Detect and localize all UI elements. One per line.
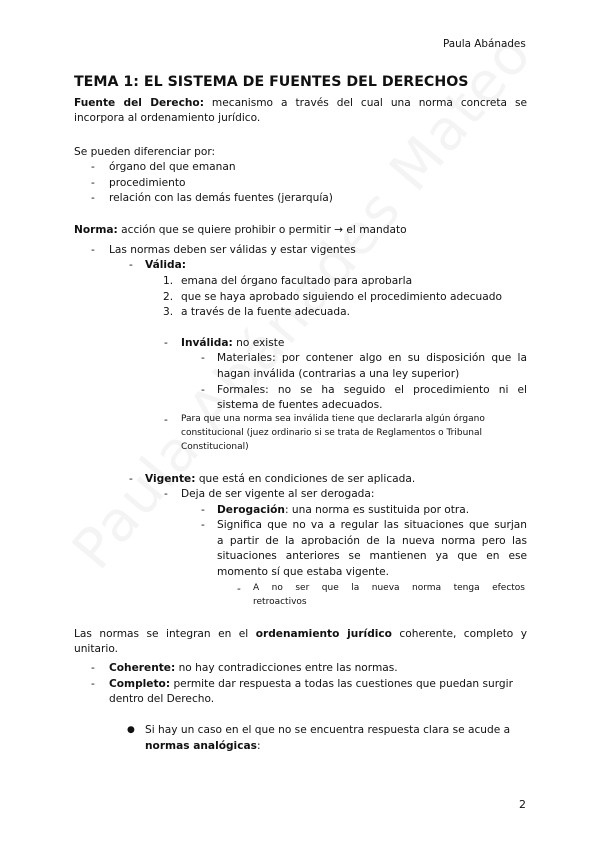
completo-term: Completo:	[109, 678, 171, 690]
list-dash: -	[201, 352, 205, 364]
header-author: Paula Abánades	[443, 38, 526, 50]
invalida-note-3: Constitucional)	[181, 442, 249, 452]
valida-num-1: 1.	[163, 275, 174, 287]
significa-line-1: Significa que no va a regular las situaciones que surjan	[217, 519, 527, 531]
list-dash: -	[91, 192, 95, 204]
list-dash: -	[91, 244, 95, 256]
list-dash: -	[129, 259, 133, 271]
completo-line	[109, 677, 513, 692]
list-dash: -	[237, 583, 241, 595]
vigente-line	[145, 472, 415, 487]
page-title: TEMA 1: EL SISTEMA DE FUENTES DEL DERECHOS	[74, 74, 469, 90]
valida-term-text: Válida:	[145, 259, 186, 271]
ordenamiento-term: ordenamiento jurídico	[255, 628, 392, 640]
ordenamiento-post: coherente, completo y	[391, 628, 527, 640]
invalida-line	[181, 336, 284, 351]
valida-item-3: a través de la fuente adecuada.	[181, 306, 351, 318]
ordenamiento-line-2: unitario.	[74, 643, 118, 655]
invalida-term: Inválida:	[181, 337, 233, 349]
analogicas-line-2	[145, 739, 261, 754]
invalida-def: no existe	[232, 337, 285, 349]
diferenciar-intro: Se pueden diferenciar por:	[74, 146, 216, 158]
coherente-line	[109, 661, 398, 676]
analogicas-end: :	[256, 740, 261, 752]
significa-line-4: momento sí que estaba vigente.	[217, 566, 389, 578]
norma-def: acción que se quiere prohibir o permitir → el mandato	[117, 224, 407, 236]
completo-line-2: dentro del Derecho.	[109, 693, 215, 705]
invalida-note-1: Para que una norma sea inválida tiene que declararla algún órgano	[181, 414, 485, 424]
fuente-def: mecanismo a través del cual una norma concreta se	[203, 97, 527, 109]
page-number: 2	[519, 798, 526, 811]
list-item: relación con las demás fuentes (jerarquía)	[109, 192, 333, 204]
fuente-term: Fuente del Derecho:	[74, 97, 204, 109]
list-dash: -	[164, 488, 168, 500]
ordenamiento-line-1	[74, 627, 527, 642]
list-dash: -	[91, 662, 95, 674]
list-dash: -	[91, 177, 95, 189]
significa-line-2: a partir de la aprobación de la nueva norma pero las	[217, 535, 527, 547]
norma-line	[74, 223, 407, 238]
significa-line-3: situaciones anteriores se mantienen ya que en ese	[217, 550, 527, 562]
vigente-deja: Deja de ser vigente al ser derogada:	[181, 488, 375, 500]
analogicas-line-1: Si hay un caso en el que no se encuentra respuesta clara se acude a	[145, 724, 511, 736]
formales-line-1: Formales: no se ha seguido el procedimiento ni el	[217, 384, 527, 396]
valida-item-2: que se haya aprobado siguiendo el procedimiento adecuado	[181, 291, 502, 303]
vigente-note-1: A no ser que la nueva norma tenga efectos	[253, 583, 525, 593]
derogacion-line	[217, 503, 469, 518]
bullet-icon: ●	[127, 725, 135, 735]
coherente-term: Coherente:	[109, 662, 176, 674]
valida-num-2: 2.	[163, 291, 174, 303]
list-dash: -	[201, 384, 205, 396]
valida-term	[145, 258, 186, 273]
materiales-line-1: Materiales: por contener algo en su disposición que la	[217, 352, 527, 364]
vigente-term: Vigente:	[145, 473, 196, 485]
completo-def: permite dar respuesta a todas las cuestiones que puedan surgir	[170, 678, 513, 690]
materiales-line-2: hagan inválida (contrarias a una ley superior)	[217, 368, 460, 380]
list-dash: -	[129, 473, 133, 485]
list-dash: -	[91, 161, 95, 173]
fuente-line-2: incorpora al ordenamiento jurídico.	[74, 112, 261, 124]
valida-num-3: 3.	[163, 306, 174, 318]
list-dash: -	[164, 414, 168, 426]
vigente-def: que está en condiciones de ser aplicada.	[195, 473, 416, 485]
list-dash: -	[201, 519, 205, 531]
invalida-note-2: constitucional (juez ordinario si se trata de Reglamentos o Tribunal	[181, 428, 483, 438]
derogacion-def: : una norma es sustituida por otra.	[284, 504, 470, 516]
coherente-def: no hay contradicciones entre las normas.	[175, 662, 398, 674]
list-item: procedimiento	[109, 177, 186, 189]
derogacion-term: Derogación	[217, 504, 285, 516]
fuente-line-1	[74, 96, 527, 111]
list-dash: -	[91, 678, 95, 690]
list-dash: -	[164, 337, 168, 349]
ordenamiento-pre: Las normas se integran en el	[74, 628, 256, 640]
norma-term: Norma:	[74, 224, 118, 236]
analogicas-term: normas analógicas	[145, 740, 257, 752]
formales-line-2: sistema de fuentes adecuados.	[217, 399, 383, 411]
valida-item-1: emana del órgano facultado para aprobarla	[181, 275, 413, 287]
list-dash: -	[201, 504, 205, 516]
list-item: órgano del que emanan	[109, 161, 236, 173]
vigente-note-2: retroactivos	[253, 597, 307, 607]
norma-sub: Las normas deben ser válidas y estar vigentes	[109, 244, 356, 256]
